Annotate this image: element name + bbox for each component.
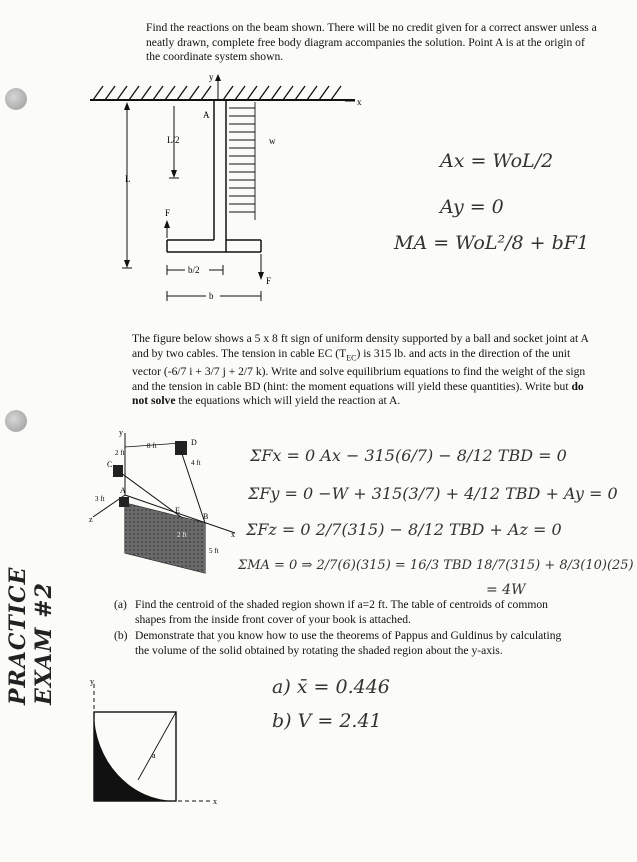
answer-centroid — [272, 676, 390, 698]
equation-fx — [250, 446, 567, 465]
dim-2ft-b-label: 2 ft — [177, 531, 187, 539]
answer-ma-text: MA = WoL²/8 + bF1 — [394, 232, 590, 254]
equation-ma — [238, 558, 634, 573]
answer-ay-text: Ay = 0 — [440, 196, 504, 218]
answer-ax — [440, 150, 553, 172]
punch-hole-middle — [5, 410, 27, 432]
f1-right-label: F — [266, 276, 272, 286]
problem3-part-b — [114, 629, 574, 658]
f1-top-label: F — [165, 208, 171, 218]
part-a-label: (a) — [114, 598, 127, 611]
equation-fy — [248, 484, 618, 503]
problem2-text-after: ) is 315 lb. and acts in the direction of the unit vector (-6/7 i + 3/7 j + 2/7 k). Write and solve equilibrium equations to find the weight of the sign and the tension in cable BD (hint: the moment equations will yield these quantities). Write but — [132, 346, 586, 393]
problem3-part-a — [114, 598, 574, 627]
f1-top-arrowhead — [164, 220, 170, 228]
dim-l2-arrow — [171, 170, 177, 178]
ceiling-hatch — [93, 86, 341, 100]
problem2-text-end: the equations which will yield the reaction at A. — [175, 394, 401, 408]
dim-l-label: L — [125, 174, 131, 184]
equation-fy-text: ΣFy = 0 −W + 315(3/7) + 4/12 TBD + Ay = 0 — [248, 484, 618, 503]
bracket-c — [113, 465, 123, 477]
dim-b2-label: b/2 — [188, 265, 200, 275]
centroid-figure — [80, 676, 230, 816]
distributed-load — [229, 102, 255, 220]
problem2-text-before: The figure below shows a 5 x 8 ft sign of uniform density supported by a ball and socket joint at A and by two cables. The tension in cable EC (T — [132, 332, 589, 360]
margin-note-text: PRACTICE EXAM #2 — [5, 566, 57, 705]
equation-w-text: = 4W — [486, 582, 526, 598]
y-axis-label: y — [209, 72, 214, 82]
beam-figure — [85, 70, 385, 310]
dim-4ft-label: 4 ft — [191, 459, 201, 467]
dim-5ft-label: 5 ft — [209, 547, 219, 555]
answer-centroid-text: a) x̄ = 0.446 — [272, 676, 390, 698]
problem2-text — [132, 332, 592, 409]
radius-line — [138, 712, 176, 780]
joint-a — [119, 497, 129, 507]
bracket-d — [175, 441, 187, 455]
answer-ma — [394, 232, 589, 254]
point-a-label: A — [203, 110, 210, 120]
shaded-region — [94, 712, 176, 801]
dim-8ft-label: 8 ft — [147, 442, 157, 450]
x-axis-label: x — [231, 530, 235, 539]
x-axis-label: x — [357, 97, 362, 107]
part-b-label: (b) — [114, 629, 128, 642]
dim-l-arrow-bottom — [124, 260, 130, 268]
dim-l-arrow-top — [124, 102, 130, 110]
answer-ax-text: Ax = WoL/2 — [440, 150, 554, 172]
dim-l2-label: L/2 — [167, 135, 180, 145]
problem1-text-body: Find the reactions on the beam shown. There will be no credit given for a correct answer unless a neatly drawn, complete free body diagram accompanies the solution. Point A is at the origin of the coordinate system shown. — [146, 21, 597, 63]
dim-2ft-label: 2 ft — [115, 449, 125, 457]
problem2-text-sub: EC — [346, 352, 357, 362]
problem1-text — [146, 21, 598, 65]
equation-fz — [246, 520, 562, 539]
point-d-label: D — [191, 438, 197, 447]
problem2-text-bold: do not solve — [132, 379, 584, 408]
point-c-label: C — [107, 460, 113, 469]
dim-b-label: b — [209, 291, 214, 301]
radius-label: a — [152, 751, 156, 760]
equation-w — [486, 582, 525, 598]
sign-figure — [85, 425, 250, 595]
equation-fz-text: ΣFz = 0 2/7(315) − 8/12 TBD + Az = 0 — [246, 520, 562, 539]
point-a-label: A — [120, 486, 126, 495]
part-a-text: Find the centroid of the shaded region shown if a=2 ft. The table of centroids of common shapes from the inside front cover of your book is attached. — [135, 598, 548, 626]
point-b-label: B — [203, 512, 209, 521]
z-axis-label: z — [89, 515, 93, 524]
answer-ay — [440, 196, 504, 218]
answer-volume — [272, 710, 382, 732]
margin-note — [5, 525, 57, 705]
x-axis-label: x — [213, 797, 217, 806]
y-axis-label: y — [119, 428, 123, 437]
punch-hole-top — [5, 88, 27, 110]
f1-right-arrowhead — [258, 272, 264, 280]
part-b-text: Demonstrate that you know how to use the theorems of Pappus and Guldinus by calculating the volume of the solid obtained by rotating the shaded region about the y-axis. — [135, 629, 562, 657]
load-label: w — [269, 136, 276, 146]
equation-fx-text: ΣFx = 0 Ax − 315(6/7) − 8/12 TBD = 0 — [250, 446, 567, 465]
dim-3ft-label: 3 ft — [95, 495, 105, 503]
y-axis-label: y — [90, 677, 94, 686]
equation-ma-text: ΣMA = 0 ⇒ 2/7(6)(315) = 16/3 TBD 18/7(315) + 8/3(10)(25) — [238, 558, 634, 573]
sign-plate-texture — [125, 503, 205, 573]
answer-volume-text: b) V = 2.41 — [272, 710, 382, 732]
point-e-label: E — [175, 506, 180, 515]
y-axis-arrow — [215, 74, 221, 81]
